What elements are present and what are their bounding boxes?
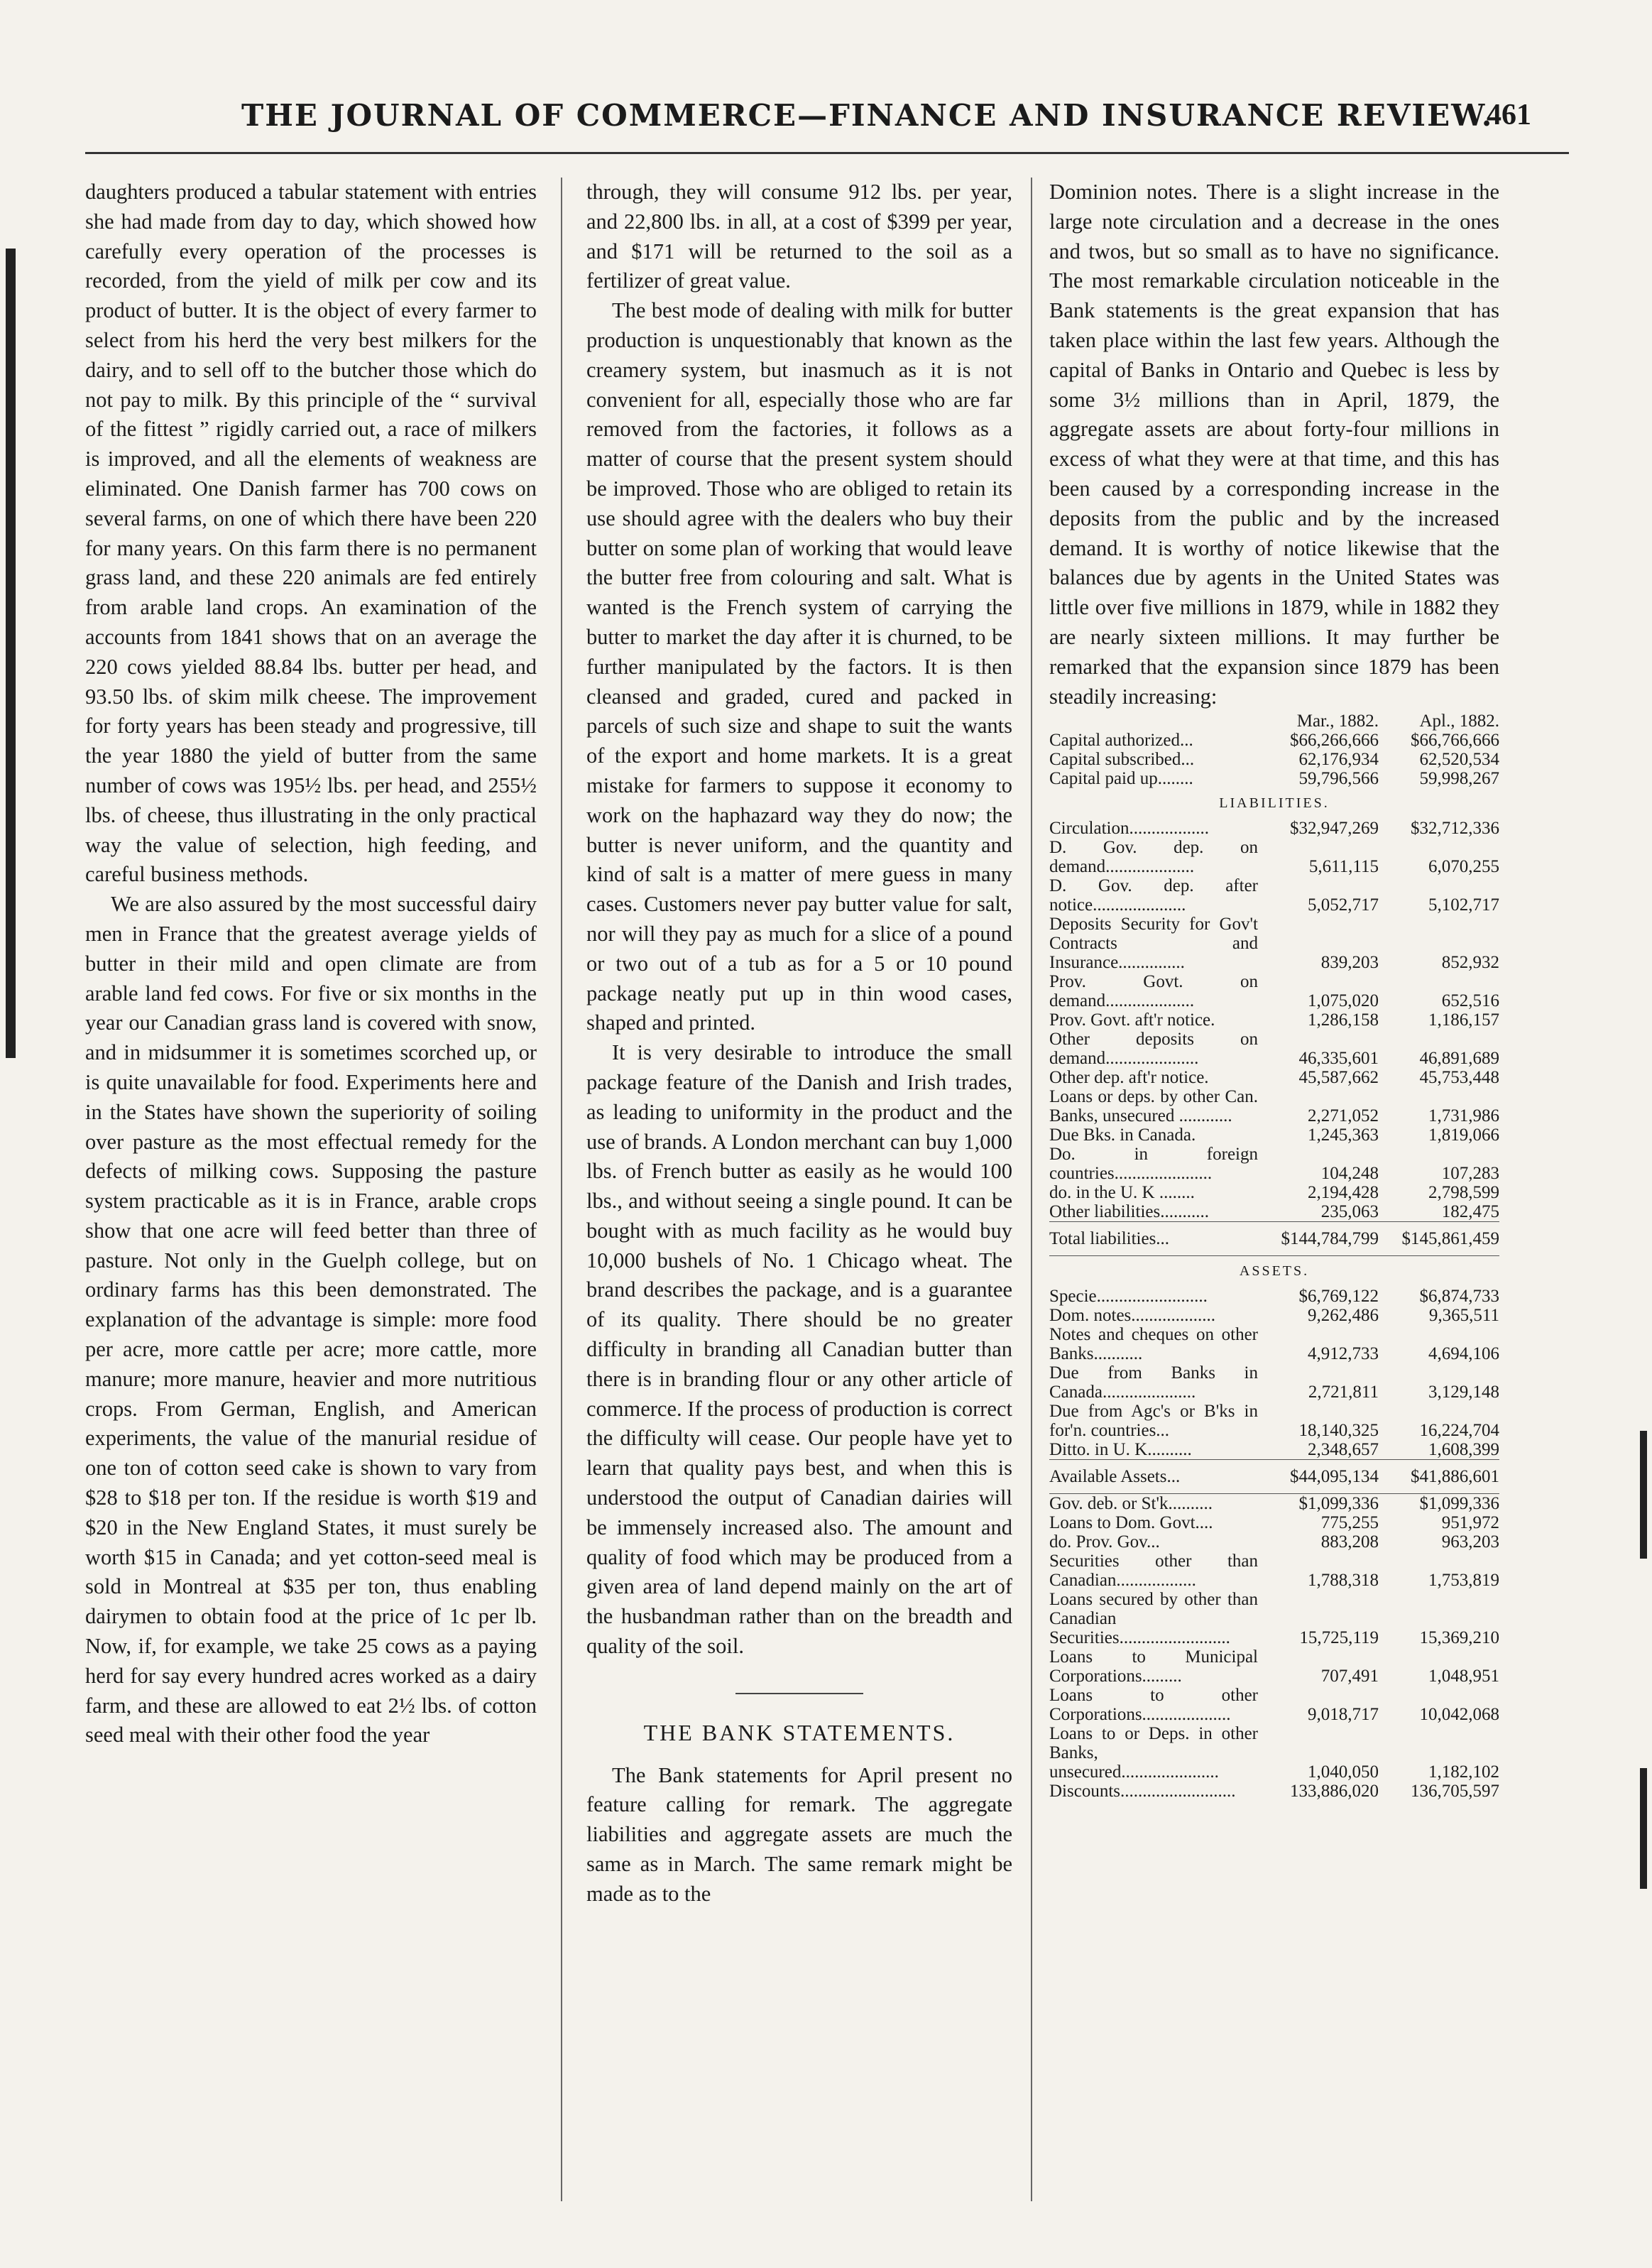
- column-rule-2: [1031, 178, 1032, 2201]
- table-row: [1049, 915, 1499, 972]
- table-row: [1049, 1513, 1499, 1532]
- row-label: D. Gov. dep. after notice.....................: [1049, 876, 1263, 915]
- table-row: [1049, 876, 1499, 915]
- row-value: 9,018,717: [1308, 1705, 1379, 1725]
- row-value: 59,998,267: [1419, 769, 1499, 789]
- row-value: 1,788,318: [1308, 1571, 1379, 1591]
- row-value: 2,798,599: [1428, 1183, 1499, 1203]
- row-value: 235,063: [1320, 1202, 1379, 1222]
- row-value: 16,224,704: [1419, 1421, 1499, 1441]
- section-divider: [735, 1693, 863, 1694]
- row-label: Loans to or Deps. in other Banks, unsecured......................: [1049, 1724, 1263, 1782]
- row-value: $1,099,336: [1298, 1494, 1379, 1514]
- row-value: 15,369,210: [1419, 1628, 1499, 1648]
- table-row: [1049, 1552, 1499, 1590]
- article-column-1: [85, 178, 537, 1750]
- row-value: 1,186,157: [1428, 1010, 1499, 1030]
- row-value: 136,705,597: [1411, 1782, 1499, 1801]
- row-value: 5,611,115: [1308, 857, 1379, 877]
- bank-statement-table: [1049, 712, 1499, 1801]
- row-value: 46,891,689: [1419, 1049, 1499, 1069]
- table-row: [1049, 750, 1499, 769]
- margin-mark-right-1: [1640, 1431, 1647, 1559]
- row-value: 1,040,050: [1308, 1762, 1379, 1782]
- row-value: 1,245,363: [1308, 1125, 1379, 1145]
- row-label: Securities other than Canadian..................: [1049, 1552, 1263, 1591]
- row-value: 15,725,119: [1299, 1628, 1379, 1648]
- row-value: $32,947,269: [1290, 819, 1379, 839]
- row-value: 5,052,717: [1308, 895, 1379, 915]
- row-label: Specie.........................: [1049, 1287, 1208, 1307]
- row-value: $6,874,733: [1419, 1287, 1499, 1307]
- row-label: Loans to Municipal Corporations.........: [1049, 1647, 1263, 1686]
- row-value: 2,348,657: [1308, 1440, 1379, 1460]
- row-label: Due from Banks in Canada.....................: [1049, 1363, 1263, 1402]
- table-row: [1049, 1222, 1499, 1256]
- row-label: Ditto. in U. K..........: [1049, 1440, 1192, 1460]
- row-label: Deposits Security for Gov't Contracts and Insurance...............: [1049, 915, 1263, 973]
- page-header: [0, 94, 1652, 143]
- row-value: 963,203: [1441, 1532, 1499, 1552]
- row-value: 652,516: [1441, 991, 1499, 1011]
- section-label: LIABILITIES.: [1219, 795, 1330, 812]
- row-label: Loans to Dom. Govt....: [1049, 1513, 1213, 1533]
- row-value: $66,266,666: [1290, 731, 1379, 751]
- section-label: ASSETS.: [1239, 1263, 1310, 1280]
- row-value: $66,766,666: [1411, 731, 1499, 751]
- table-row: [1049, 1686, 1499, 1724]
- row-label: Loans or deps. by other Can. Banks, unsecured ............: [1049, 1087, 1263, 1126]
- row-value: $41,886,601: [1379, 1460, 1499, 1494]
- row-value: $145,861,459: [1379, 1222, 1499, 1256]
- row-value: 1,753,819: [1428, 1571, 1499, 1591]
- row-label: Due Bks. in Canada.: [1049, 1125, 1196, 1145]
- table-row: [1049, 1590, 1499, 1647]
- row-value: 4,912,733: [1308, 1344, 1379, 1364]
- article-column-2: [586, 178, 1012, 1909]
- row-value: 1,608,399: [1428, 1440, 1499, 1460]
- table-header-row: [1049, 712, 1499, 731]
- table-row: [1049, 1363, 1499, 1402]
- row-label: Capital subscribed...: [1049, 750, 1195, 770]
- row-label: Gov. deb. or St'k..........: [1049, 1494, 1213, 1514]
- row-value: 5,102,717: [1428, 895, 1499, 915]
- row-value: 707,491: [1320, 1667, 1379, 1686]
- journal-title: THE JOURNAL OF COMMERCE—FINANCE AND INSURANCE REVIEW.: [241, 98, 1494, 133]
- row-label: Capital paid up........: [1049, 769, 1193, 789]
- row-value: 182,475: [1441, 1202, 1499, 1222]
- row-value: 62,520,534: [1419, 750, 1499, 770]
- row-label: Capital authorized...: [1049, 731, 1193, 751]
- row-label: do. Prov. Gov...: [1049, 1532, 1160, 1552]
- row-value: 6,070,255: [1428, 857, 1499, 877]
- row-label: Due from Agc's or B'ks in for'n. countries...: [1049, 1402, 1263, 1441]
- table-row: [1049, 1325, 1499, 1363]
- row-label: Do. in foreign countries......................: [1049, 1145, 1263, 1184]
- row-value: 45,587,662: [1298, 1068, 1379, 1088]
- table-row: [1049, 1010, 1499, 1030]
- row-value: 133,886,020: [1290, 1782, 1379, 1801]
- paragraph: The Bank statements for April present no feature calling for remark. The aggregate liabilities and aggregate assets are much the same as in March. The same remark might be made as to the: [586, 1762, 1012, 1906]
- row-label: Notes and cheques on other Banks...........: [1049, 1325, 1263, 1364]
- row-value: 4,694,106: [1428, 1344, 1499, 1364]
- paragraph: through, they will consume 912 lbs. per year, and 22,800 lbs. in all, at a cost of $399 per year, and $171 will be returned to the soil as a fertilizer of great value.: [586, 180, 1012, 293]
- table-row: [1049, 1647, 1499, 1686]
- paragraph: Dominion notes. There is a slight increase in the large note circulation and a decrease in the ones and twos, but so small as to have no significance. The most remarkable circulation noticeable in the Bank statements is the great expansion that has taken place within the last few years. Although the capital of Banks in Ontario and Quebec is less by some 3½ millions than in April, 1879, the aggregate assets are about forty-four millions in excess of what they were at that time, and this has been caused by a corresponding increase in the deposits from the public and by the increased demand. It is worthy of notice likewise that the balances due by agents in the United States was little over five millions in 1879, while in 1882 they are nearly sixteen millions. It may further be remarked that the expansion since 1879 has been steadily increasing:: [1049, 180, 1499, 709]
- row-value: 2,721,811: [1308, 1383, 1379, 1402]
- table-section-head: [1049, 1256, 1499, 1287]
- table-row: [1049, 972, 1499, 1010]
- page-number: 461: [1487, 99, 1531, 131]
- table-section-head: [1049, 788, 1499, 819]
- row-label: Loans to other Corporations....................: [1049, 1686, 1263, 1725]
- row-value: $44,095,134: [1258, 1460, 1379, 1494]
- row-value: 1,182,102: [1428, 1762, 1499, 1782]
- row-label: Dom. notes...................: [1049, 1306, 1216, 1326]
- table-row: [1049, 1460, 1499, 1494]
- row-value: 10,042,068: [1419, 1705, 1499, 1725]
- row-value: 1,048,951: [1428, 1667, 1499, 1686]
- row-value: 1,286,158: [1308, 1010, 1379, 1030]
- row-value: $1,099,336: [1419, 1494, 1499, 1514]
- table-row: [1049, 731, 1499, 750]
- row-value: 852,932: [1441, 953, 1499, 973]
- column-rule-1: [561, 178, 562, 2201]
- header-rule: [85, 152, 1569, 154]
- table-row: [1049, 1287, 1499, 1306]
- row-label: Prov. Govt. on demand....................: [1049, 972, 1263, 1011]
- table-row: [1049, 1087, 1499, 1125]
- table-row: [1049, 1125, 1499, 1145]
- table-row: [1049, 1440, 1499, 1460]
- article-column-3: [1049, 178, 1499, 1801]
- row-value: 62,176,934: [1298, 750, 1379, 770]
- row-label: Other deposits on demand.....................: [1049, 1030, 1263, 1069]
- column-header: Apl., 1882.: [1419, 712, 1499, 731]
- table-row: [1049, 1724, 1499, 1782]
- row-label: Discounts..........................: [1049, 1782, 1236, 1801]
- row-label: Other liabilities...........: [1049, 1202, 1209, 1222]
- row-value: 839,203: [1320, 953, 1379, 973]
- paragraph: The best mode of dealing with milk for butter production is unquestionably that known as the creamery system, but inasmuch as it is not convenient for all, especially those who are far removed from the factories, it follows as a matter of course that the present system should be improved. Those who are obliged to retain its use should agree with the dealers who buy their butter on some plan of working that would leave the butter free from colouring and salt. What is wanted is the French system of carrying the butter to market the day after it is churned, to be further manipulated by the factors. It is then cleansed and graded, cured and packed in parcels of such size and shape to suit the wants of the export and home markets. It is a great mistake for farmers to suppose it economy to work on the haphazard way they do now; the butter is never uniform, and the quantity and kind of salt is a matter of mere guess in many cases. Customers never pay butter value for salt, nor will they pay as much for a slice of a pound or two out of a tub as for a 5 or 10 pound package neatly put up in thin wood cases, shaped and printed.: [586, 298, 1012, 1035]
- row-value: 883,208: [1320, 1532, 1379, 1552]
- table-row: [1049, 1782, 1499, 1801]
- row-label: do. in the U. K ........: [1049, 1183, 1195, 1203]
- margin-mark-left: [6, 249, 16, 1058]
- header-spacer: [1049, 712, 1258, 731]
- row-value: 59,796,566: [1298, 769, 1379, 789]
- table-row: [1049, 1183, 1499, 1202]
- row-value: 2,271,052: [1308, 1106, 1379, 1126]
- row-label: Prov. Govt. aft'r notice.: [1049, 1010, 1215, 1030]
- row-label: Available Assets...: [1049, 1460, 1258, 1494]
- table-row: [1049, 1030, 1499, 1068]
- table-row: [1049, 769, 1499, 788]
- row-value: 104,248: [1320, 1164, 1379, 1184]
- row-value: 46,335,601: [1298, 1049, 1379, 1069]
- table-row: [1049, 1494, 1499, 1514]
- row-value: 2,194,428: [1308, 1183, 1379, 1203]
- row-value: 1,819,066: [1428, 1125, 1499, 1145]
- row-value: 1,731,986: [1428, 1106, 1499, 1126]
- table-row: [1049, 819, 1499, 838]
- table-row: [1049, 838, 1499, 876]
- paragraph: We are also assured by the most successful dairy men in France that the greatest average yields of butter in their mild and open climate are from arable land fed cows. For five or six months in the year our Canadian grass land is covered with snow, and in midsummer it is sometimes scorched up, or is quite unavailable for food. Experiments here and in the States have shown the superiority of soiling over pasture as the most effectual remedy for the defects of milking cows. Supposing the pasture system practicable as it is in France, arable crops show that one acre will feed better than three of pasture. Not only in the Guelph college, but on ordinary farms has this been demonstrated. The explanation of the advantage is simple: more food per acre, more cattle per acre; more cattle, more manure; more manure, heavier and more nutritious crops. From German, English, and American experiments, the value of the manurial residue of one ton of cotton seed cake is shown to vary from $28 to $18 per ton. If the residue is worth $19 and $20 in the New England States, it must surely be worth $15 in Canada; and yet cotton-seed meal is sold in Montreal at $35 per ton, thus enabling dairymen to obtain food at the price of 1c per lb. Now, if, for example, we take 25 cows as a paying herd for say every hundred acres worked as a dairy farm, and these are allowed to eat 2½ lbs. of cotton seed meal with their other food the year: [85, 892, 537, 1748]
- section-title: THE BANK STATEMENTS.: [643, 1719, 956, 1745]
- row-value: 9,262,486: [1308, 1306, 1379, 1326]
- row-value: 107,283: [1441, 1164, 1499, 1184]
- row-label: Other dep. aft'r notice.: [1049, 1068, 1209, 1088]
- row-label: Total liabilities...: [1049, 1222, 1258, 1256]
- table-row: [1049, 1068, 1499, 1087]
- column-header: Mar., 1882.: [1296, 712, 1379, 731]
- row-label: Loans secured by other than Canadian Securities.........................: [1049, 1590, 1263, 1648]
- row-value: 9,365,511: [1428, 1306, 1499, 1326]
- row-value: 775,255: [1320, 1513, 1379, 1533]
- paragraph: daughters produced a tabular statement with entries she had made from day to day, which showed how carefully every operation of the processes is recorded, from the yield of milk per cow and its product of butter. It is the object of every farmer to select from his herd the very best milkers for the dairy, and to sell off to the butcher those which do not pay to milk. By this principle of the “ survival of the fittest ” rigidly carried out, a race of milkers is improved, and all the elements of weakness are eliminated. One Danish farmer has 700 cows on several farms, on one of which there have been 220 for many years. On this farm there is no permanent grass land, and these 220 animals are fed entirely from arable land crops. An examination of the accounts from 1841 shows that on an average the 220 cows yielded 88.84 lbs. butter per head, and 93.50 lbs. of skim milk cheese. The improvement for forty years has been steady and progressive, till the year 1880 the yield of butter from the same number of cows was 195½ lbs. per head, and 255½ lbs. of cheese, thus illustrating in the only practical way the value of selection, high feeding, and careful business methods.: [85, 180, 537, 887]
- row-value: 18,140,325: [1298, 1421, 1379, 1441]
- table-row: [1049, 1145, 1499, 1183]
- row-value: $6,769,122: [1298, 1287, 1379, 1307]
- row-value: $144,784,799: [1258, 1222, 1379, 1256]
- row-value: 45,753,448: [1419, 1068, 1499, 1088]
- row-label: D. Gov. dep. on demand....................: [1049, 838, 1263, 877]
- row-value: 951,972: [1441, 1513, 1499, 1533]
- paragraph: It is very desirable to introduce the small package feature of the Danish and Irish trades, as leading to uniformity in the product and the use of brands. A London merchant can buy 1,000 lbs. of French butter as easily as he would 100 lbs., and without seeing a single pound. It can be bought with as much facility as he would buy 10,000 bushels of No. 1 Chicago wheat. The brand describes the package, and is a guarantee of its quality. There should be no greater difficulty in branding all Canadian butter than there is in branding flour or any other article of commerce. If the process of production is correct the difficulty will cease. Our people have yet to learn that quality pays best, and when this is understood the output of Canadian dairies will be immensely increased also. The amount and quality of food which may be produced from a given area of land depend mainly on the art of the husbandman rather than on the breadth and quality of the soil.: [586, 1040, 1012, 1659]
- table-row: [1049, 1532, 1499, 1552]
- table-row: [1049, 1402, 1499, 1440]
- row-value: $32,712,336: [1411, 819, 1499, 839]
- table-row: [1049, 1202, 1499, 1222]
- margin-mark-right-2: [1640, 1768, 1647, 1889]
- table-row: [1049, 1306, 1499, 1325]
- row-value: 3,129,148: [1428, 1383, 1499, 1402]
- row-label: Circulation..................: [1049, 819, 1209, 839]
- row-value: 1,075,020: [1308, 991, 1379, 1011]
